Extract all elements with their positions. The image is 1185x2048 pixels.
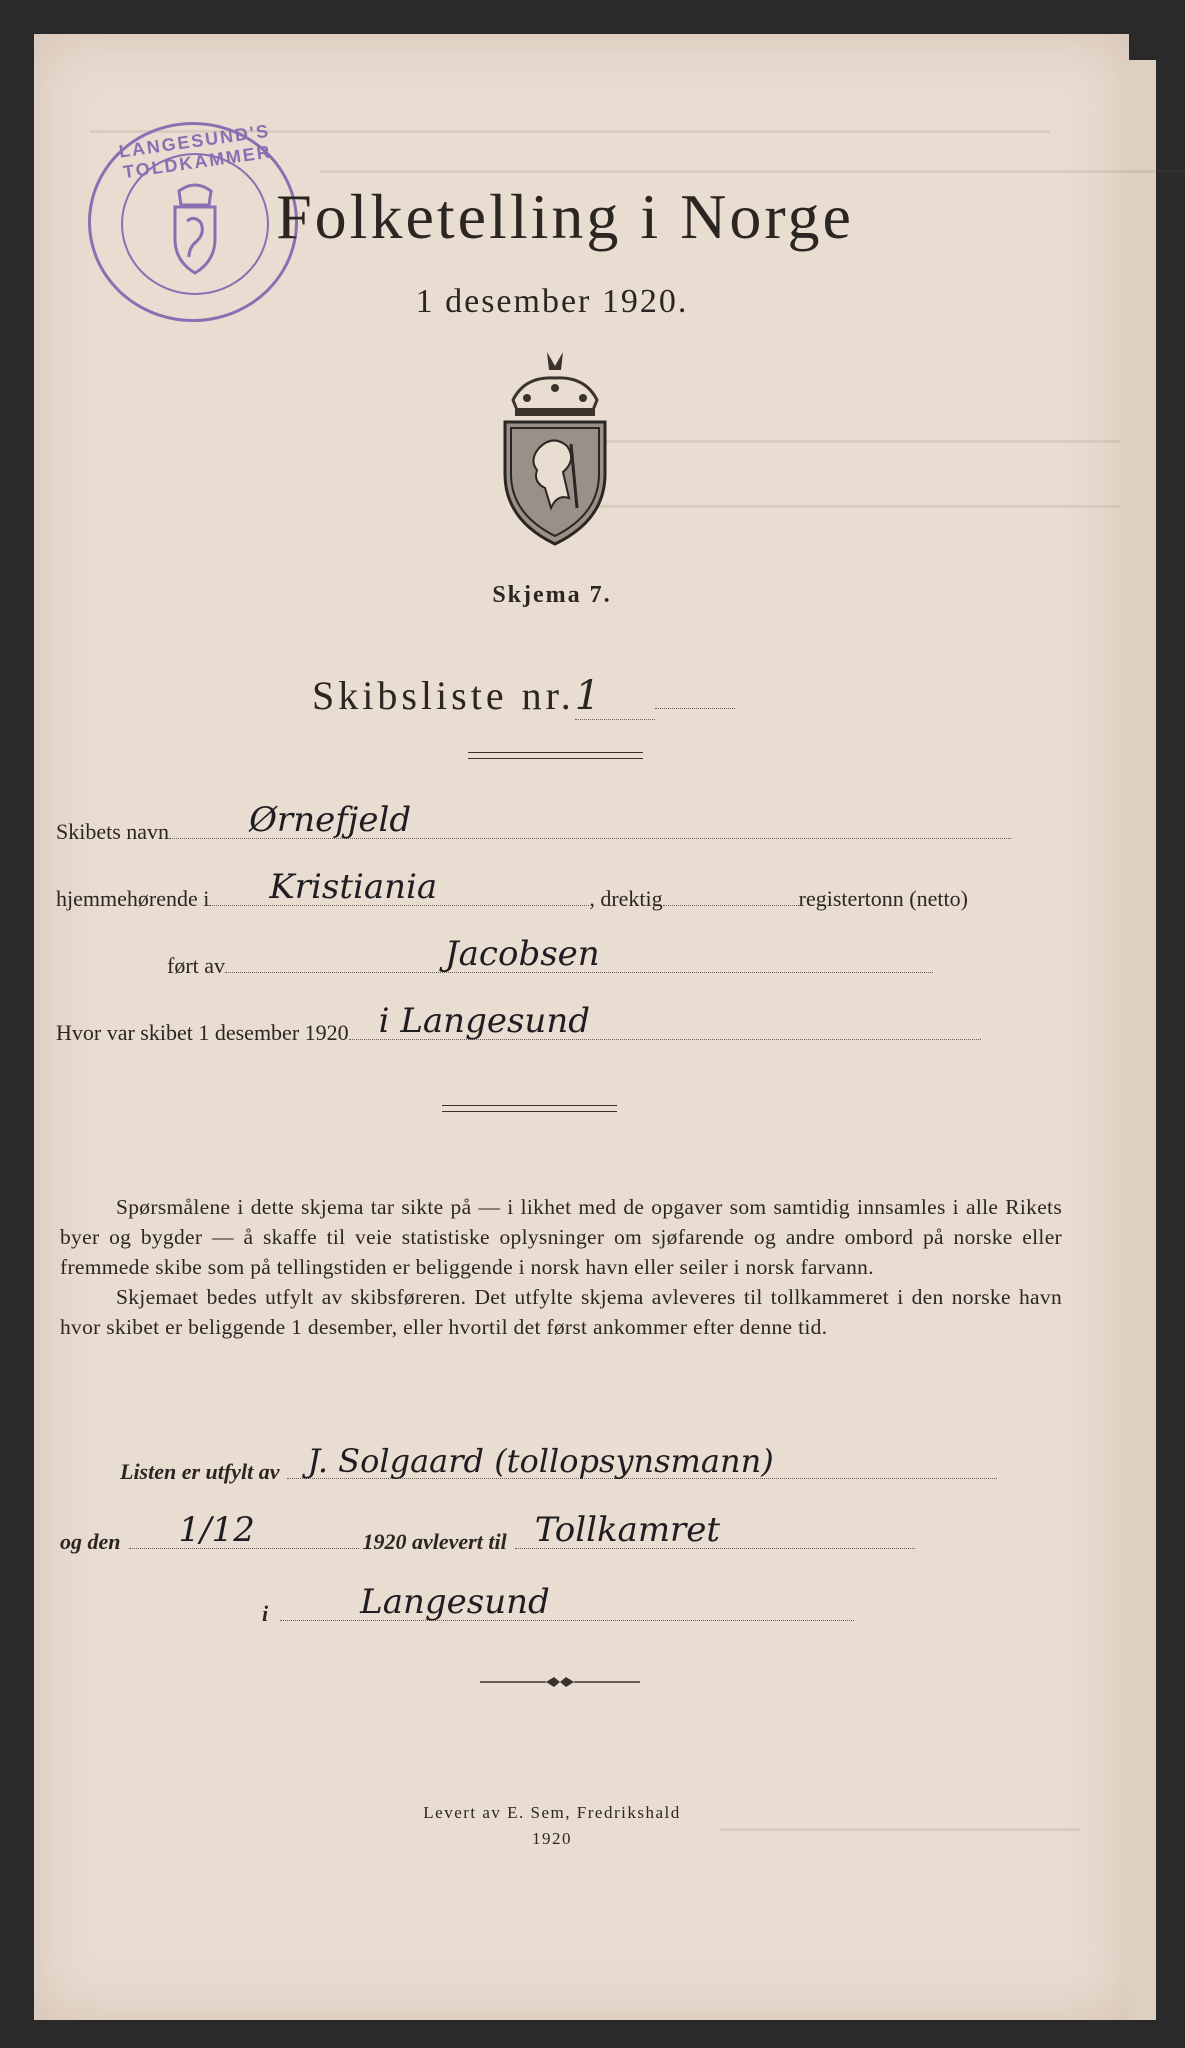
filled-by-label: Listen er utfylt av [120,1459,280,1484]
location-label: Hvor var skibet 1 desember 1920 [56,1020,349,1045]
place-row [262,1582,1185,1627]
stamp-text: LANGESUND'S TOLDKAMMER [117,120,273,183]
ship-name-label: Skibets navn [56,819,170,844]
location-field[interactable] [349,1001,981,1041]
home-port-value: Kristiania [269,867,438,907]
ship-list-label: Skibsliste nr. [312,673,575,718]
form-schema-number: Skjema 7. [492,582,612,608]
bleed-through [320,170,1185,173]
bleed-through [560,440,1120,443]
delivery-row [60,1510,1080,1555]
printer-line: Levert av E. Sem, Fredrikshald [423,1803,681,1822]
printer-imprint [0,1800,1104,1852]
master-label: ført av [167,953,226,978]
date-field[interactable] [129,1510,359,1550]
instructions [60,1192,1062,1342]
ship-name-value: Ørnefjeld [249,800,412,840]
ship-list-heading [312,672,735,720]
place-label: i [262,1601,269,1626]
delivered-to-value: Tollkamret [534,1510,721,1550]
filled-by-value: J. Solgaard (tollopsynsmann) [307,1442,774,1480]
date-value: 1/12 [178,1510,255,1550]
master-field[interactable] [225,934,933,974]
tonnage-field[interactable] [663,885,799,906]
divider-double [442,1105,617,1112]
ship-list-line [655,688,735,709]
master-value: Jacobsen [445,934,600,974]
divider-double [468,752,643,759]
norway-coat-of-arms-icon [495,348,615,548]
ship-name-field[interactable] [169,800,1011,840]
delivered-to-field[interactable] [515,1510,915,1550]
filled-by-row [120,1442,1140,1485]
instructions-paragraph: Spørsmålene i dette skjema tar sikte på — i likhet med de opgaver som samtidig innsamles i alle Rikets byer og bygder — å skaffe til veie statistiske oplysninger om sjøfarende og andre ombord på norske eller fremmede skibe som på tellingstiden er beliggende i norsk havn eller seiler i norsk farvann. [60,1195,1062,1279]
date-label: og den [60,1529,121,1554]
location-row [56,1001,1056,1046]
instructions-paragraph: Skjemaet bedes utfylt av skibsføreren. Det utfylte skjema avleveres til tollkammeret i den norske havn hvor skibet er beliggende 1 desember, eller hvortil det først ankommer efter denne tid. [60,1285,1062,1339]
ship-name-row [56,800,1056,845]
home-port-row [56,867,1056,912]
tonnage-unit: registertonn (netto) [798,886,968,911]
tonnage-label: , drektig [589,886,663,911]
location-value: i Langesund [378,1001,590,1041]
year-label: 1920 avlevert til [362,1529,507,1554]
place-field[interactable] [280,1582,854,1622]
home-port-label: hjemmehørende i [56,886,210,911]
master-row [167,934,1167,979]
page-title: Folketelling i Norge [276,181,854,252]
printer-year: 1920 [532,1829,572,1848]
ship-list-number[interactable]: 1 [575,673,655,720]
place-value: Langesund [360,1582,550,1622]
bleed-through [560,505,1120,508]
census-date: 1 desember 1920. [415,283,689,320]
ornament-divider-icon [480,1672,640,1692]
home-port-field[interactable] [209,867,589,907]
filled-by-field[interactable] [287,1442,997,1480]
